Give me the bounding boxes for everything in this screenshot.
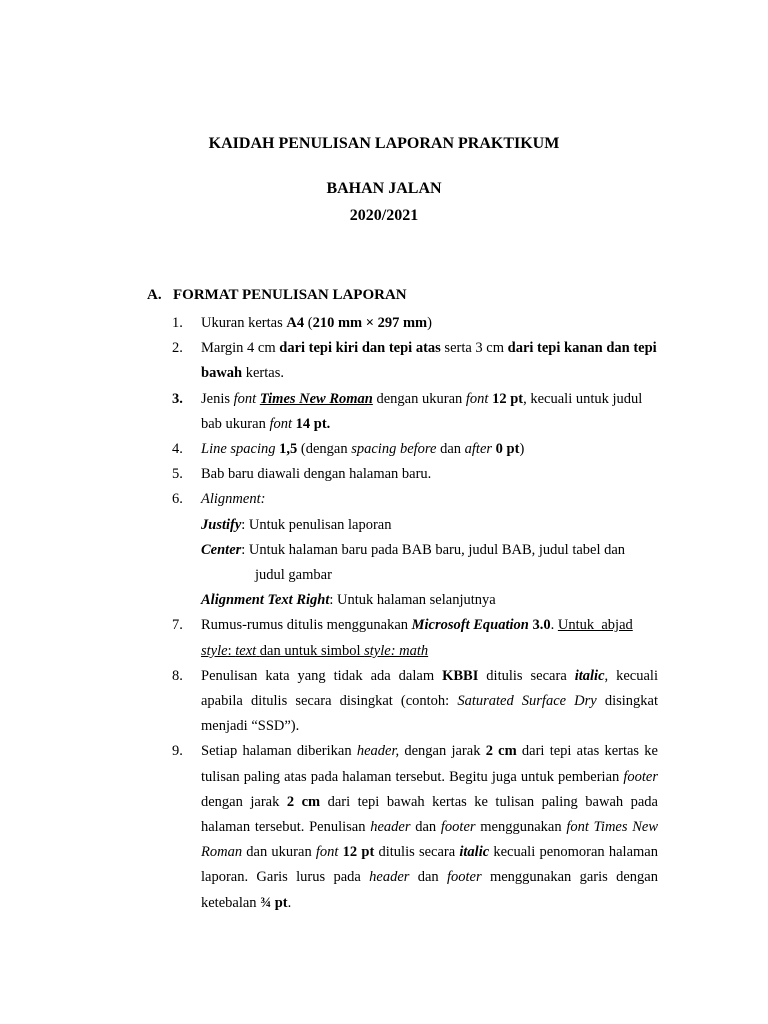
item-text-bold: dari tepi kiri dan tepi atas [279,340,441,357]
item-text-italic: style: math [364,642,429,659]
section-heading-text: FORMAT PENULISAN LAPORAN [173,287,407,303]
document-year: 2020/2021 [349,207,419,224]
item-text-italic: Saturated Surface Dry [457,693,597,710]
item-text: , kecuali apabila ditulis secara disingkat (contoh: [201,667,658,710]
item-text: dan [409,869,447,886]
document-title: KAIDAH PENULISAN LAPORAN PRAKTIKUM [208,135,560,152]
alignment-heading: Alignment: [201,491,266,508]
alignment-center-continuation: judul gambar [255,567,332,584]
item-text-bold: 3.0 [532,617,551,634]
item-text: dari tepi bawah kertas ke tulisan paling bawah pada halaman tersebut. Penulisan [201,793,658,836]
item-text: . [550,617,558,634]
list-item-9 [0,739,768,915]
item-text-bold: 12 pt [342,844,375,861]
list-item-number: 6. [172,491,183,508]
item-text-italic: font [269,415,293,432]
item-text-italic: after [464,441,493,458]
item-text: dan [436,441,465,458]
list-item-7 [0,613,768,663]
list-item-number: 9. [172,743,183,760]
item-text-bold: 12 pt [492,390,524,407]
item-text-italic: Line spacing [201,441,276,458]
item-text: kertas. [242,365,284,382]
item-text: , kecuali untuk judul bab ukuran [201,390,643,432]
item-text-bold: 1,5 [279,441,298,458]
list-item-2 [0,336,768,386]
alignment-label: Center [201,541,242,558]
list-item-number: 7. [172,617,183,634]
alignment-justify [201,513,658,538]
item-text: Margin 4 cm [201,340,280,357]
format-list [0,311,768,916]
item-text-bold: 2 cm [485,743,517,760]
list-item-6 [0,487,768,613]
item-text: dan [410,819,441,836]
item-text: . [287,894,292,911]
item-text: ) [427,315,432,331]
item-text-italic: font Times New Roman [201,819,659,861]
list-item-8 [0,664,768,740]
alignment-label: Alignment Text Right [201,592,330,609]
item-text-bold: A4 [286,315,305,331]
item-text-italic: font [315,844,339,861]
item-text-bold: 14 pt. [295,415,331,432]
item-text-italic: footer [440,819,476,836]
item-text-italic: text [235,642,257,659]
item-text: ) [519,441,525,458]
list-item-number: 2. [172,340,183,357]
item-text: dan ukuran [242,844,316,861]
item-text-bold-italic: italic [459,844,490,861]
item-text: Jenis [201,390,234,407]
item-text-underline: Untuk abjad [557,617,633,634]
item-text: ( [304,315,313,331]
item-text-italic: header [369,869,410,886]
item-text: Penulisan kata yang tidak ada dalam [201,667,443,684]
item-text: dan untuk simbol [259,642,365,659]
list-item-number: 5. [172,466,183,483]
item-text-italic: footer [623,768,658,785]
item-text-bold: 0 pt [495,441,520,458]
item-text: ditulis secara [478,667,575,684]
item-text-bold-italic-underline: Times New Roman [259,390,373,407]
list-item-3 [0,387,768,437]
list-item-4 [0,437,768,462]
item-text: serta 3 cm [440,340,508,357]
section-heading [147,287,407,304]
list-item-number: 3. [172,390,183,407]
item-text-italic: header, [356,743,400,760]
item-text: Bab baru diawali dengan halaman baru. [201,466,432,483]
item-text-italic: font [465,390,489,407]
item-text: Setiap halaman diberikan [201,743,357,760]
alignment-right [201,588,658,613]
item-text: ditulis secara [374,844,460,861]
alignment-text: : Untuk penulisan laporan [241,516,392,533]
item-text-bold: 210 mm × 297 mm [312,315,428,331]
item-text: menggunakan garis dengan ketebalan [201,869,658,911]
item-text-bold: ¾ pt [260,894,288,911]
alignment-text: : Untuk halaman baru pada BAB baru, judul BAB, judul tabel dan [241,541,626,558]
item-text: dengan ukuran [372,390,466,407]
item-text-italic: style [201,642,228,659]
item-text: (dengan [297,441,352,458]
section-letter: A. [147,287,162,303]
item-text-italic: font [233,390,257,407]
alignment-label: Justify [201,516,242,533]
item-text-italic: spacing before [351,441,437,458]
list-item-1 [0,311,768,336]
item-text: dengan jarak [399,743,486,760]
item-text: : [227,642,236,659]
item-text: menggunakan [475,819,567,836]
alignment-center [201,538,658,563]
item-text-bold: 2 cm [286,793,321,810]
list-item-number: 4. [172,441,183,458]
item-text-italic: header [370,819,411,836]
list-item-number: 1. [172,315,183,331]
item-text-bold: KBBI [442,667,479,684]
item-text: dengan jarak [201,793,287,810]
item-text: Rumus-rumus ditulis menggunakan [201,617,412,634]
item-text-bold: dari tepi kanan dan tepi bawah [201,340,657,382]
item-text-bold-italic: italic [574,667,605,684]
list-item-number: 8. [172,667,183,684]
list-item-5 [0,462,768,487]
item-text-bold-italic: Microsoft Equation [411,617,529,634]
item-text: kecuali penomoran halaman laporan. Garis lurus pada [201,844,658,886]
item-text: dari tepi atas kertas ke tulisan paling atas pada halaman tersebut. Begitu juga untuk pemberian [201,743,658,785]
item-text: disingkat menjadi “SSD”). [201,693,658,735]
item-text-italic: footer [447,869,482,886]
alignment-text: : Untuk halaman selanjutnya [329,592,496,609]
item-text: Ukuran kertas [201,315,287,331]
document-subtitle: BAHAN JALAN [326,180,442,197]
